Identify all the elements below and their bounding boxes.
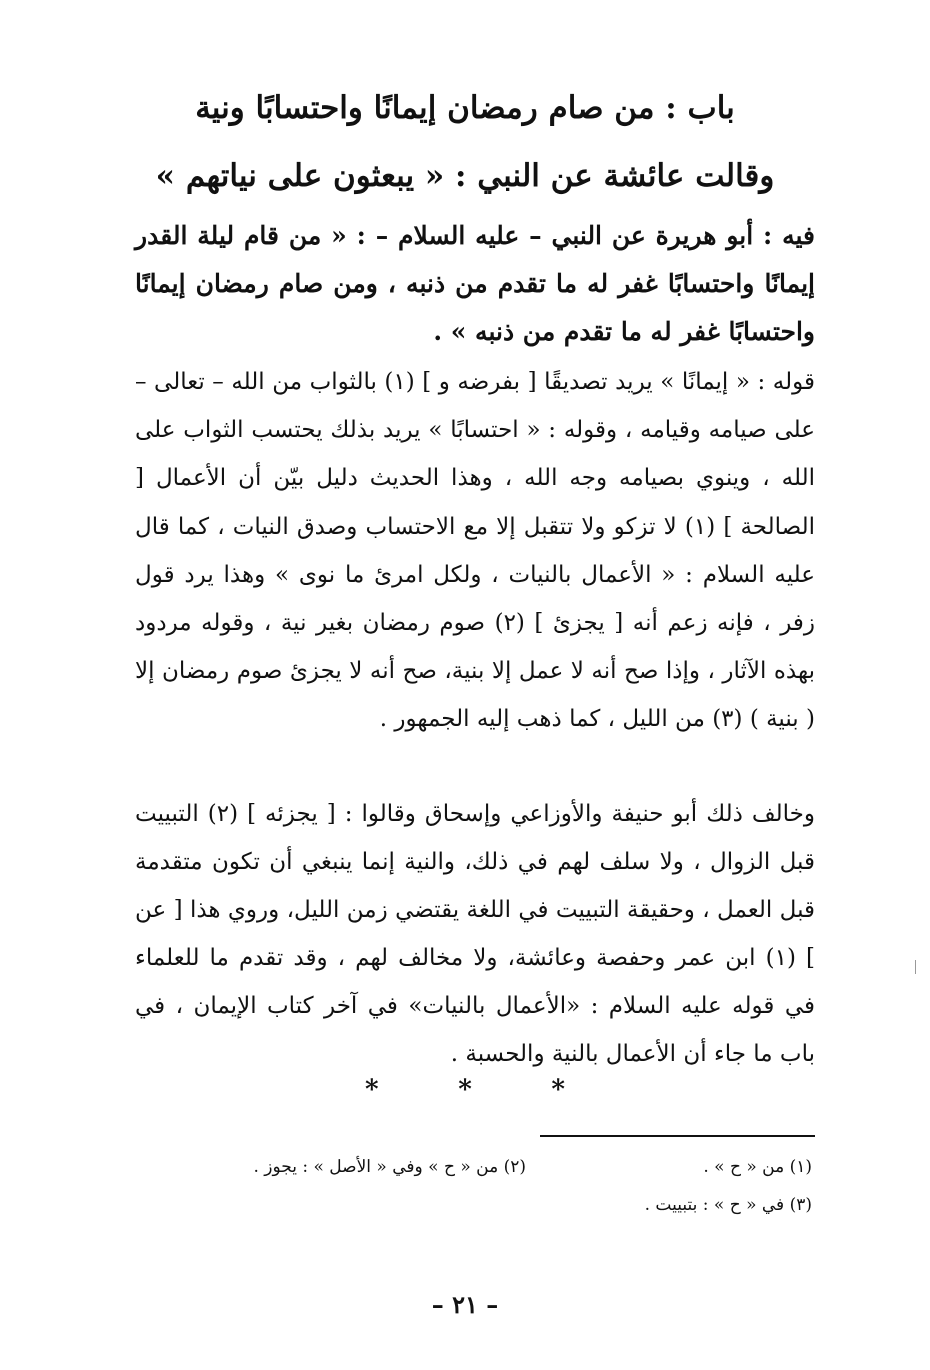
chapter-title: باب : من صام رمضان إيمانًا واحتسابًا ونية: [195, 90, 735, 126]
paragraph-text: وخالف ذلك أبو حنيفة والأوزاعي وإسحاق وقالوا : [ يجزئه ] (٢) التبييت قبل الزوال ، ولا سلف لهم في ذلك، والنية إنما ينبغي أن تكون متقدمة قبل العمل ، وحقيقة التبييت في اللغة يقتضي زمن الليل، وروي هذا [ عن ] (١) ابن عمر وحفصة وعائشة، ولا مخالف لهم ، وقد تقدم ما للعلماء في قوله عليه السلام : «الأعمال بالنيات» في آخر كتاب الإيمان ، في باب ما جاء أن الأعمال بالنية والحسبة .: [135, 801, 815, 1067]
paragraph-text: قوله : « إيمانًا » يريد تصديقًا [ بفرضه و ] (١) بالثواب من الله – تعالى – على صيامه وقيامه ، وقوله : « احتسابًا » يريد بذلك يحتسب الثواب على الله ، وينوي بصيامه وجه الله ، وهذا الحديث دليل بيّن أن الأعمال [ الصالحة ] (١) لا تزكو ولا تتقبل إلا مع الاحتساب وصدق النيات ، كما قال عليه السلام : « الأعمال بالنيات ، ولكل امرئ ما نوى » وهذا يرد قول زفر ، فإنه زعم أنه [ يجزئ ] (٢) صوم رمضان بغير نية ، وقوله مردود بهذه الآثار ، وإذا صح أنه لا عمل إلا بنية، صح أنه لا يجزئ صوم رمضان إلا ( بنية ) (٣) من الليل ، كما ذهب إليه الجمهور .: [135, 369, 816, 733]
asterisk-icon: *: [458, 1075, 472, 1105]
footnote-1: (١) من « ح » .: [703, 1157, 812, 1177]
section-separator: [365, 1075, 565, 1105]
page-number: – ٢١ –: [431, 1290, 499, 1319]
footnote-divider: [540, 1135, 815, 1137]
chapter-subtitle: وقالت عائشة عن النبي : « يبعثون على نياتهم »: [155, 158, 775, 194]
commentary-paragraph-2: [135, 790, 815, 1078]
footnote-3: (٣) في « ح » : بتبييت .: [644, 1195, 812, 1215]
asterisk-icon: *: [365, 1075, 379, 1105]
commentary-paragraph-1: [135, 358, 815, 744]
asterisk-icon: *: [551, 1075, 565, 1105]
scan-artifact: [915, 960, 916, 974]
hadith-text: [135, 212, 815, 356]
hadith-paragraph: فيه : أبو هريرة عن النبي – عليه السلام – : « من قام ليلة القدر إيمانًا واحتسابًا غفر له ما تقدم من ذنبه ، ومن صام رمضان إيمانًا واحتسابًا غفر له ما تقدم من ذنبه » .: [135, 221, 815, 346]
footnote-2: (٢) من « ح » وفي « الأصل » : يجوز .: [253, 1157, 526, 1177]
